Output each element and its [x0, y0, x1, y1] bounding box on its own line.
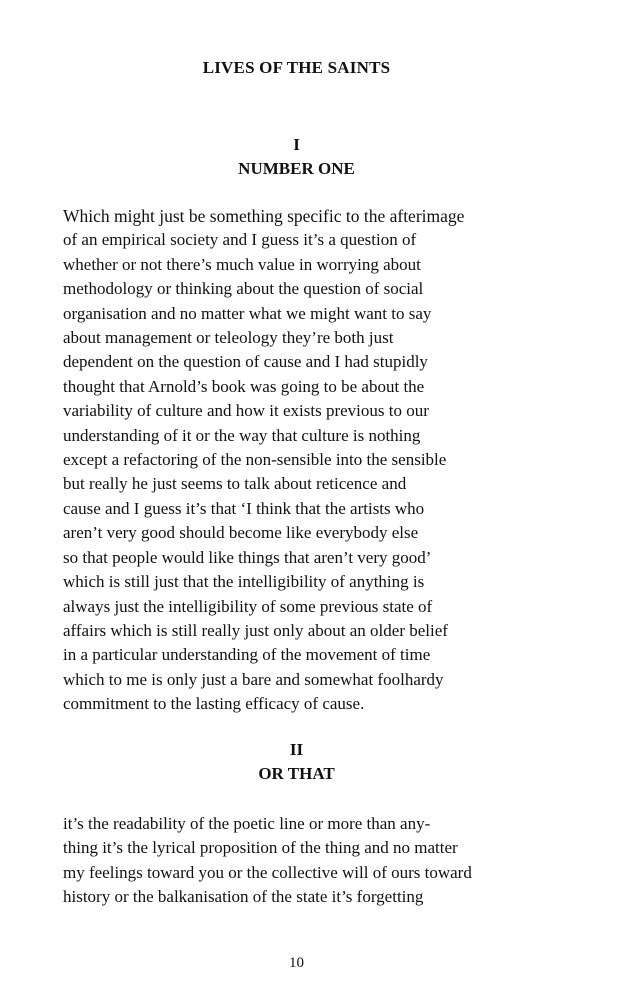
poem-line: aren’t very good should become like everybody else [63, 523, 419, 543]
poem-line: which is still just that the intelligibility of anything is [63, 572, 425, 592]
poem-line: variability of culture and how it exists previous to our [63, 401, 429, 421]
section-heading [0, 133, 593, 181]
poem-line: commitment to the lasting efficacy of cause. [63, 694, 365, 714]
section-heading [0, 738, 593, 786]
poem-line: in a particular understanding of the movement of time [63, 645, 431, 665]
poem-line: Which might just be something specific to the afterimage [63, 206, 465, 226]
section-numeral: I [293, 135, 300, 154]
poem-line: whether or not there’s much value in worrying about [63, 254, 421, 274]
poem-line: my feelings toward you or the collective will of ours toward [63, 862, 472, 882]
poem-line: so that people would like things that aren’t very good’ [63, 547, 432, 567]
poem-line: about management or teleology they’re both just [63, 328, 394, 348]
poem-line: cause and I guess it’s that ‘I think that the artists who [63, 498, 425, 518]
poem-line: thing it’s the lyrical proposition of the thing and no matter [63, 838, 458, 858]
poem-section-body [63, 812, 583, 910]
poem-line: dependent on the question of cause and I had stupidly [63, 352, 428, 372]
poem-section-body [63, 204, 583, 717]
poem-line: always just the intelligibility of some previous state of [63, 596, 433, 616]
poem-line: organisation and no matter what we might want to say [63, 303, 432, 323]
poem-line: thought that Arnold’s book was going to be about the [63, 376, 425, 396]
page-number: 10 [289, 955, 304, 971]
poem-line: which to me is only just a bare and somewhat foolhardy [63, 669, 444, 689]
section-title: OR THAT [258, 764, 335, 783]
poem-line: but really he just seems to talk about reticence and [63, 474, 407, 494]
poem-line: it’s the readability of the poetic line or more than any- [63, 814, 431, 833]
page-title: LIVES OF THE SAINTS [202, 58, 391, 77]
poem-line: methodology or thinking about the question of social [63, 279, 424, 299]
poem-line: of an empirical society and I guess it’s a question of [63, 230, 417, 250]
section-title: NUMBER ONE [238, 159, 355, 178]
poem-line: understanding of it or the way that culture is nothing [63, 425, 421, 445]
poem-line: affairs which is still really just only about an older belief [63, 620, 448, 640]
poem-line: history or the balkanisation of the state it’s forgetting [63, 887, 424, 907]
poem-line: except a refactoring of the non-sensible into the sensible [63, 450, 447, 470]
section-numeral: II [289, 740, 304, 759]
